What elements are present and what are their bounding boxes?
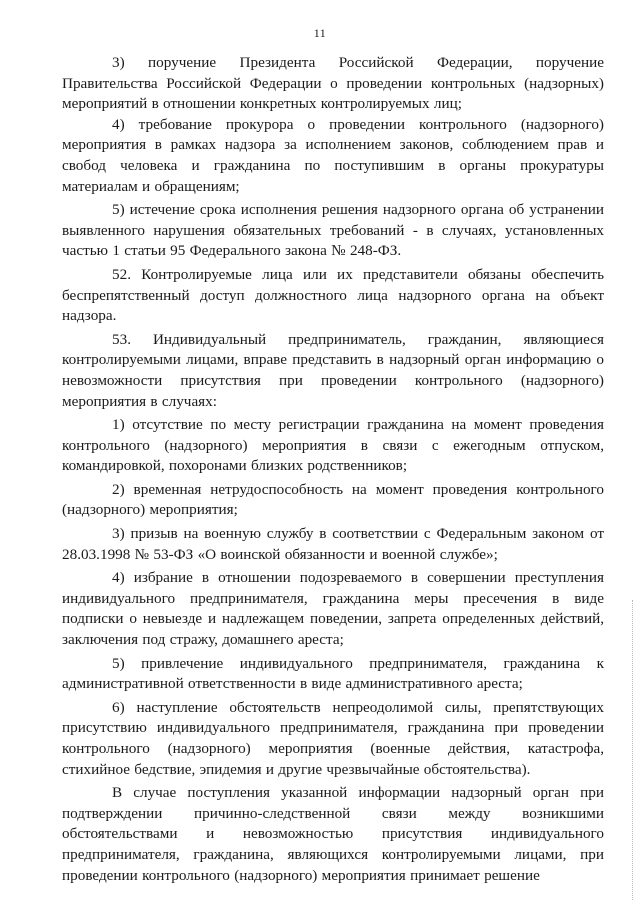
document-body: [62, 53, 604, 886]
list-item-disability: 2) временная нетрудоспособность на момент проведения контрольного (надзорного) мероприятия;: [62, 480, 604, 519]
list-item-deadline-expiry: 5) истечение срока исполнения решения надзорного органа об устранении выявленного нарушения обязательных требований - в случаях, установленных частью 1 статьи 95 Федерального закона № 248-ФЗ.: [62, 201, 604, 260]
list-item-force-majeure: 6) наступление обстоятельств непреодолимой силы, препятствующих присутствию индивидуального предпринимателя, гражданина при проведении контрольного (надзорного) мероприятия (военные действия, катастрофа, стихийное бедствие, эпидемия и другие чрезвычайные обстоятельства).: [62, 698, 604, 778]
list-item-preventive-measure: 4) избрание в отношении подозреваемого в совершении преступления индивидуального предпринимателя, гражданина меры пресечения в виде подписки о невыезде и надлежащем поведении, запрета определенных действий, заключения под стражу, домашнего ареста;: [62, 569, 604, 649]
clause-52: 52. Контролируемые лица или их представители обязаны обеспечить беспрепятственный доступ должностного лица надзорного органа на объект надзора.: [62, 265, 604, 325]
scan-edge-divider: [632, 600, 634, 900]
clause-53: 53. Индивидуальный предприниматель, гражданин, являющиеся контролируемыми лицами, вправе представить в надзорный орган информацию о невозможности присутствия при проведении контрольного (надзорного) мероприятия в случаях:: [62, 330, 604, 410]
list-item-prosecutor-demand: 4) требование прокурора о проведении контрольного (надзорного) мероприятия в рамках надзора за исполнением законов, соблюдением прав и свобод человека и гражданина по поступившим в органы прокуратуры материалам и обращениям;: [62, 115, 604, 195]
list-item-military-service: 3) призыв на военную службу в соответствии с Федеральным законом от 28.03.1998 № 53-ФЗ «О воинской обязанности и военной службе»;: [62, 525, 604, 563]
list-item-absence: 1) отсутствие по месту регистрации гражданина на момент проведения контрольного (надзорного) мероприятия в связи с ежегодным отпуском, командировкой, похоронами близких родственников;: [62, 416, 604, 475]
page-number: 11: [313, 26, 327, 40]
list-item-administrative-arrest: 5) привлечение индивидуального предпринимателя, гражданина к административной ответственности в виде административного ареста;: [62, 654, 604, 693]
list-item-presidential-order: 3) поручение Президента Российской Федерации, поручение Правительства Российской Федерации о проведении контрольных (надзорных) мероприятий в отношении конкретных контролируемых лиц;: [62, 54, 604, 113]
closing-paragraph: В случае поступления указанной информации надзорный орган при подтверждении причинно-следственной связи между возникшими обстоятельствами и невозможностью присутствия индивидуального предпринимателя, гражданина, являющихся контролируемыми лицами, при проведении контрольного (надзорного) мероприятия принимает решение: [62, 784, 604, 884]
